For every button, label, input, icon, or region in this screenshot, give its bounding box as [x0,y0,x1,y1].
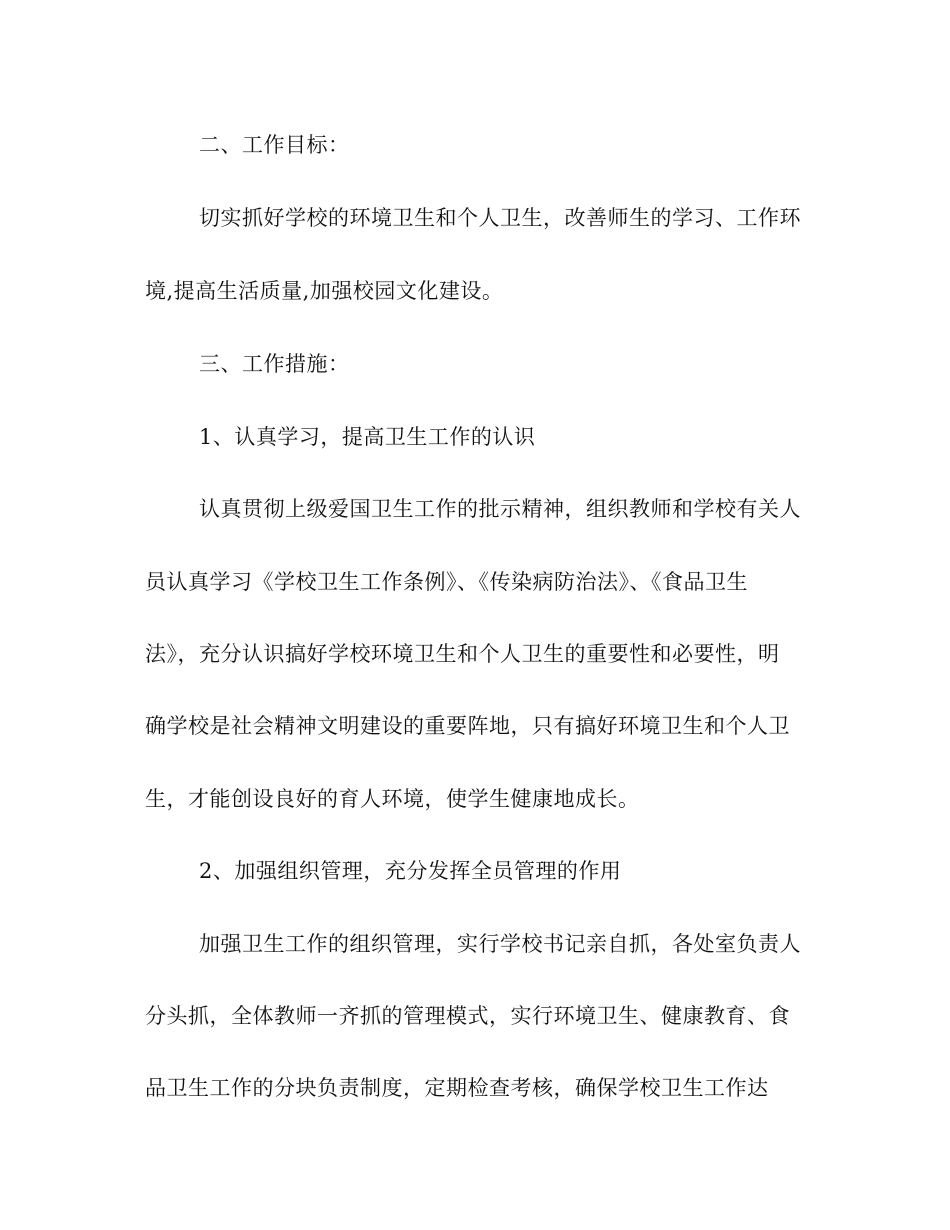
paragraph-line: 生，才能创设良好的育人环境，使学生健康地成长。 [145,787,640,811]
paragraph-line: 员认真学习《学校卫生工作条例》、《传染病防治法》、《食品卫生 [145,570,748,594]
paragraph-line: 分头抓，全体教师一齐抓的管理模式，实行环境卫生、健康教育、食 [145,1004,790,1028]
paragraph-line: 加强卫生工作的组织管理，实行学校书记亲自抓，各处室负责人 [199,932,801,956]
paragraph-line: 法》，充分认识搞好学校环境卫生和个人卫生的重要性和必要性，明 [145,642,780,666]
heading-work-goals: 二、工作目标： [199,133,350,157]
paragraph-line: 认真贯彻上级爱国卫生工作的批示精神，组织教师和学校有关人 [199,497,801,521]
paragraph-line: 确学校是社会精神文明建设的重要阵地，只有搞好环境卫生和个人卫 [145,714,790,738]
subheading-management: 2、加强组织管理，充分发挥全员管理的作用 [199,859,622,883]
paragraph-line: 境,提高生活质量,加强校园文化建设。 [145,279,504,303]
paragraph-line: 切实抓好学校的环境卫生和个人卫生，改善师生的学习、工作环 [199,206,801,230]
paragraph-line: 品卫生工作的分块负责制度，定期检查考核，确保学校卫生工作达 [145,1076,769,1100]
subheading-study: 1、认真学习，提高卫生工作的认识 [199,425,536,449]
heading-work-measures: 三、工作措施： [199,352,350,376]
